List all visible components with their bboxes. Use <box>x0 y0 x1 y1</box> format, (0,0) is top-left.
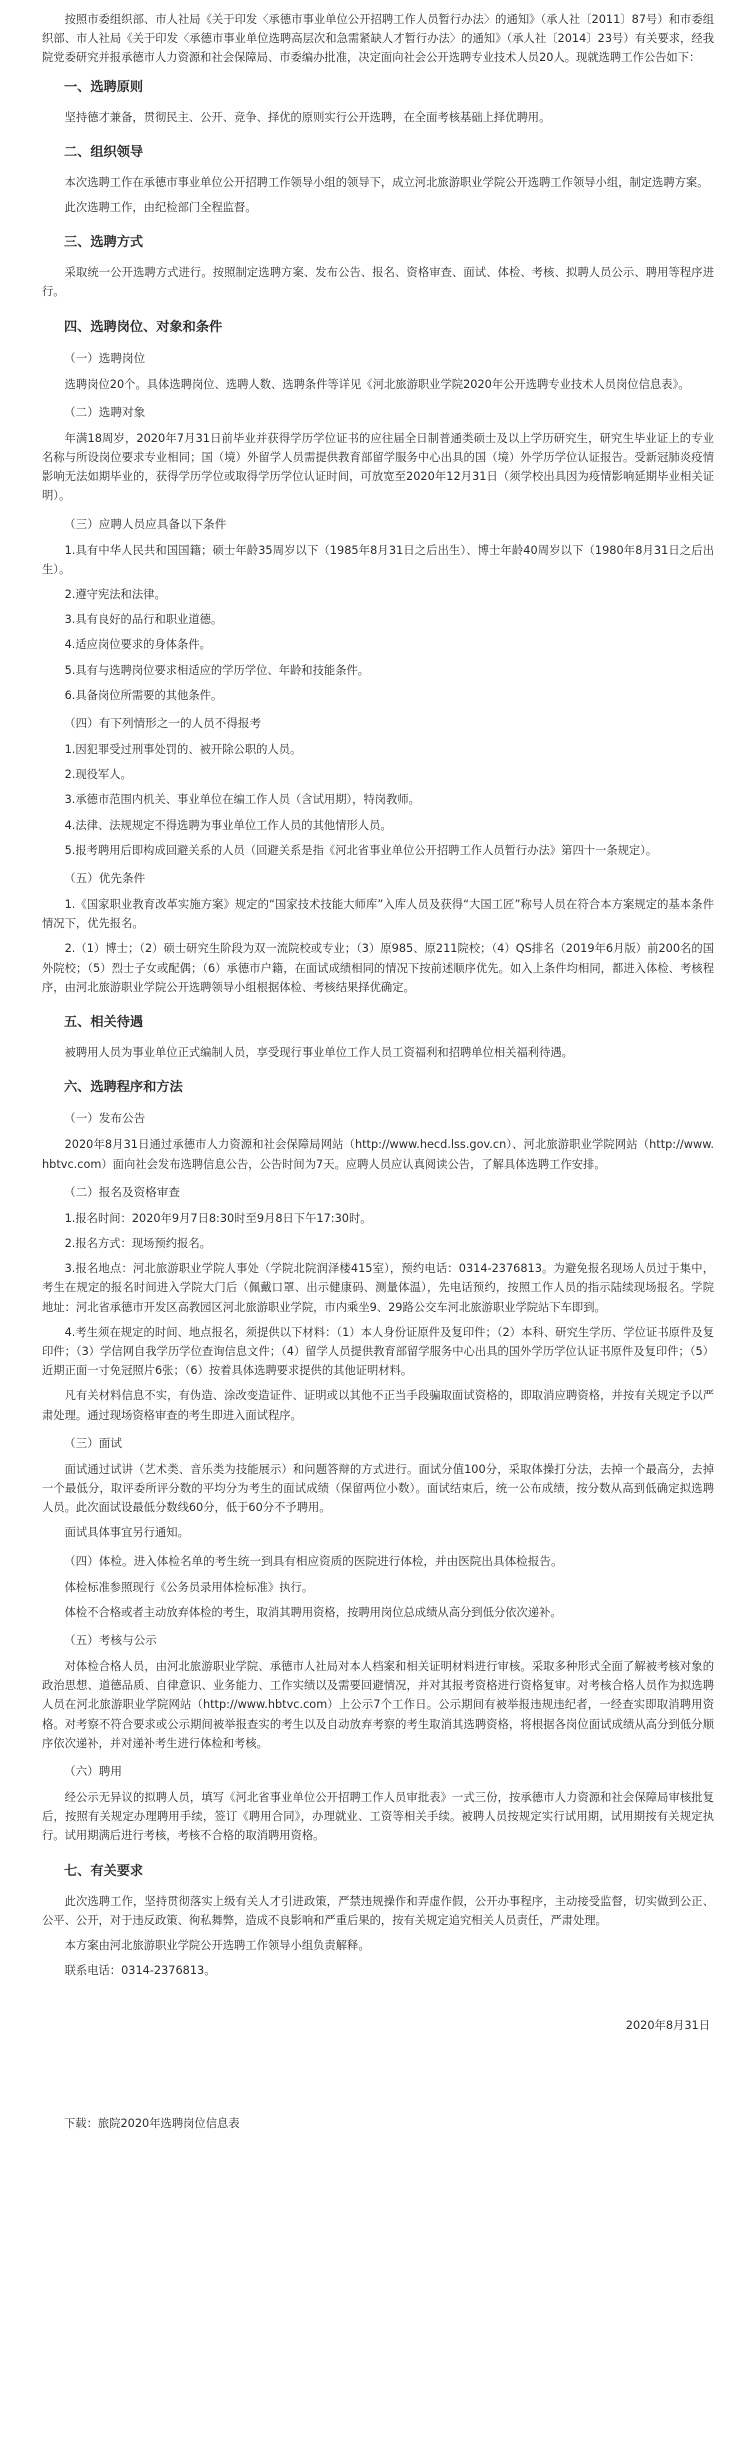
paragraph: 此次选聘工作，坚持贯彻落实上级有关人才引进政策，严禁违规操作和弄虚作假，公开办事程序，主动接受监督，切实做到公正、公平、公开，对于违反政策、徇私舞弊，造成不良影响和严重后果的，按有关规定追究相关人员责任，严肃处理。 <box>42 1894 714 1927</box>
paragraph: 5.报考聘用后即构成回避关系的人员（回避关系是指《河北省事业单位公开招聘工作人员暂行办法》第四十一条规定）。 <box>64 843 658 857</box>
paragraph: 1.具有中华人民共和国国籍；硕士年龄35周岁以下（1985年8月31日之后出生）、博士年龄40周岁以下（1980年8月31日之后出生）。 <box>42 543 714 576</box>
section-heading: 三、选聘方式 <box>64 235 144 251</box>
subsection-heading: （二）选聘对象 <box>64 404 146 419</box>
section-heading: 四、选聘岗位、对象和条件 <box>64 319 223 335</box>
subsection-heading: （六）聘用 <box>64 1763 122 1778</box>
subsection-heading: （三）面试 <box>64 1435 122 1450</box>
subsection-heading: （四）体检。进入体检名单的考生统一到具有相应资质的医院进行体检，并由医院出具体检报告。 <box>64 1553 563 1568</box>
download-link[interactable]: 下载：旅院2020年选聘岗位信息表 <box>64 2117 240 2131</box>
signature-date: 2020年8月31日 <box>625 2019 710 2033</box>
section-heading: 七、有关要求 <box>64 1863 144 1879</box>
paragraph: 按照市委组织部、市人社局《关于印发〈承德市事业单位公开招聘工作人员暂行办法〉的通知》（承人社〔2011〕87号）和市委组织部、市人社局《关于印发〈承德市事业单位选聘高层次和急需紧缺人才暂行办法〉的通知》（承人社〔2014〕23号）有关要求，经我院党委研究并报承德市人力资源和社会保障局、市委编办批准，决定面向社会公开选聘专业技术人员20人。现就选聘工作公告如下： <box>42 13 714 65</box>
paragraph: 2.报名方式：现场预约报名。 <box>64 1236 211 1250</box>
paragraph: 3.承德市范围内机关、事业单位在编工作人员（含试用期），特岗教师。 <box>64 793 420 807</box>
subsection-heading: （一）发布公告 <box>64 1111 146 1126</box>
paragraph: 2.现役军人。 <box>64 768 132 782</box>
paragraph: 4.法律、法规规定不得选聘为事业单位工作人员的其他情形人员。 <box>64 818 392 832</box>
paragraph: 凡有关材料信息不实，有伪造、涂改变造证件、证明或以其他不正当手段骗取面试资格的，即取消应聘资格，并按有关规定予以严肃处理。通过现场资格审查的考生即进入面试程序。 <box>42 1389 714 1422</box>
subsection-heading: （三）应聘人员应具备以下条件 <box>64 516 227 531</box>
paragraph: 体检不合格或者主动放弃体检的考生，取消其聘用资格，按聘用岗位总成绩从高分到低分依次递补。 <box>64 1605 562 1619</box>
section-heading: 一、选聘原则 <box>64 79 144 95</box>
paragraph: 3.具有良好的品行和职业道德。 <box>64 613 223 627</box>
subsection-heading: （五）考核与公示 <box>64 1632 157 1647</box>
paragraph: 年满18周岁，2020年7月31日前毕业并获得学历学位证书的应往届全日制普通类硕士及以上学历研究生，研究生毕业证上的专业名称与所设岗位要求专业相同；国（境）外留学人员需提供教育部留学服务中心出具的国（境）外学历学位认证报告。受新冠肺炎疫情影响无法如期毕业的，获得学历学位或取得学历学位认证时间，可放宽至2020年12月31日（须学校出具因为疫情影响延期毕业相关证明）。 <box>42 431 714 503</box>
paragraph: 本方案由河北旅游职业学院公开选聘工作领导小组负责解释。 <box>64 1938 370 1952</box>
paragraph: 被聘用人员为事业单位正式编制人员，享受现行事业单位工作人员工资福利和招聘单位相关福利待遇。 <box>64 1046 573 1060</box>
spacer <box>42 2036 714 2114</box>
paragraph: 经公示无异议的拟聘人员，填写《河北省事业单位公开招聘工作人员审批表》一式三份，按承德市人力资源和社会保障局审核批复后，按照有关规定办理聘用手续，签订《聘用合同》，办理就业、工资等相关手续。被聘人员按规定实行试用期，试用期按有关规定执行。试用期满后进行考核，考核不合格的取消聘用资格。 <box>42 1790 714 1843</box>
section-heading: 二、组织领导 <box>64 144 144 160</box>
paragraph: 4.适应岗位要求的身体条件。 <box>64 638 211 652</box>
paragraph: 2.（1）博士；（2）硕士研究生阶段为双一流院校或专业；（3）原985、原211院校；（4）QS排名（2019年6月版）前200名的国外院校；（5）烈士子女或配偶；（6）承德市户籍，在面试成绩相同的情况下按前述顺序优先。如入上条件均相同，都进入体检、考核程序，由河北旅游职业学院公开选聘领导小组根据体检、考核结果择优确定。 <box>42 942 714 994</box>
subsection-heading: （五）优先条件 <box>64 871 146 886</box>
paragraph: 采取统一公开选聘方式进行。按照制定选聘方案、发布公告、报名、资格审查、面试、体检、考核、拟聘人员公示、聘用等程序进行。 <box>42 266 714 299</box>
paragraph: 本次选聘工作在承德市事业单位公开招聘工作领导小组的领导下，成立河北旅游职业学院公开选聘工作领导小组，制定选聘方案。 <box>64 175 709 189</box>
subsection-heading: （一）选聘岗位 <box>64 350 146 365</box>
section-heading: 五、相关待遇 <box>64 1015 144 1031</box>
paragraph: 对体检合格人员，由河北旅游职业学院、承德市人社局对本人档案和相关证明材料进行审核。采取多种形式全面了解被考核对象的政治思想、道德品质、自律意识、业务能力、工作实绩以及需要回避情况，并对其报考资格进行资格复审。对考核合格人员作为拟选聘人员在河北旅游职业学院网站（http://www.hbtvc.com）上公示7个工作日。公示期间有被举报违规违纪者，一经查实即取消聘用资格。对考察不符合要求或公示期间被举报查实的考生以及自动放弃考察的考生取消其选聘资格，将根据各岗位面试成绩从高分到低分顺序依次递补，并对递补考生进行体检和考核。 <box>42 1659 714 1750</box>
paragraph: 联系电话：0314-2376813。 <box>64 1964 216 1978</box>
section-heading: 六、选聘程序和方法 <box>64 1080 183 1096</box>
paragraph: 5.具有与选聘岗位要求相适应的学历学位、年龄和技能条件。 <box>64 663 370 677</box>
paragraph: 1.报名时间：2020年9月7日8:30时至9月8日下午17:30时。 <box>64 1211 372 1225</box>
paragraph: 2.遵守宪法和法律。 <box>64 588 166 602</box>
subsection-heading: （二）报名及资格审查 <box>64 1184 180 1199</box>
paragraph: 1.因犯罪受过刑事处罚的、被开除公职的人员。 <box>64 743 302 757</box>
announcement-body <box>42 10 714 1980</box>
paragraph: 2020年8月31日通过承德市人力资源和社会保障局网站（http://www.hecd.lss.gov.cn）、河北旅游职业学院网站（http://www.hbtvc.com）面向社会发布选聘信息公告，公告时间为7天。应聘人员应认真阅读公告，了解具体选聘工作安排。 <box>42 1138 714 1171</box>
paragraph: 选聘岗位20个。具体选聘岗位、选聘人数、选聘条件等详见《河北旅游职业学院2020年公开选聘专业技术人员岗位信息表》。 <box>64 377 690 391</box>
paragraph: 6.具备岗位所需要的其他条件。 <box>64 688 223 702</box>
paragraph: 面试通过试讲（艺术类、音乐类为技能展示）和问题答辩的方式进行。面试分值100分，采取体操打分法，去掉一个最高分，去掉一个最低分，取评委所评分数的平均分为考生的面试成绩（保留两位小数）。面试结束后，统一公布成绩，按分数从高到低确定拟选聘人员。此次面试设最低分数线60分，低于60分不予聘用。 <box>42 1462 714 1515</box>
paragraph: 1.《国家职业教育改革实施方案》规定的“国家技术技能大师库”入库人员及获得“大国工匠”称号人员在符合本方案规定的基本条件情况下，优先报名。 <box>42 898 714 931</box>
paragraph: 坚持德才兼备，贯彻民主、公开、竞争、择优的原则实行公开选聘，在全面考核基础上择优聘用。 <box>64 110 551 124</box>
paragraph: 体检标准参照现行《公务员录用体检标准》执行。 <box>64 1580 314 1594</box>
paragraph: 面试具体事宜另行通知。 <box>64 1526 189 1540</box>
paragraph: 此次选聘工作，由纪检部门全程监督。 <box>64 201 257 215</box>
paragraph: 3.报名地点：河北旅游职业学院人事处（学院北院润泽楼415室），预约电话：0314-2376813。为避免报名现场人员过于集中，考生在规定的报名时间进入学院大门后（佩戴口罩、出示健康码、测量体温），先电话预约，按照工作人员的指示陆续现场报名。学院地址：河北省承德市开发区高教园区河北旅游职业学院，市内乘坐9、29路公交车河北旅游职业学院站下车即到。 <box>42 1262 714 1314</box>
paragraph: 4.考生须在规定的时间、地点报名，须提供以下材料：（1）本人身份证原件及复印件；（2）本科、研究生学历、学位证书原件及复印件；（3）学信网自我学历学位查询信息文件；（4）留学人员提供教育部留学服务中心出具的国外学历学位认证书原件及复印件；（5）近期正面一寸免冠照片6张；（6）按着具体选聘要求提供的其他证明材料。 <box>42 1325 714 1378</box>
subsection-heading: （四）有下列情形之一的人员不得报考 <box>64 716 262 731</box>
